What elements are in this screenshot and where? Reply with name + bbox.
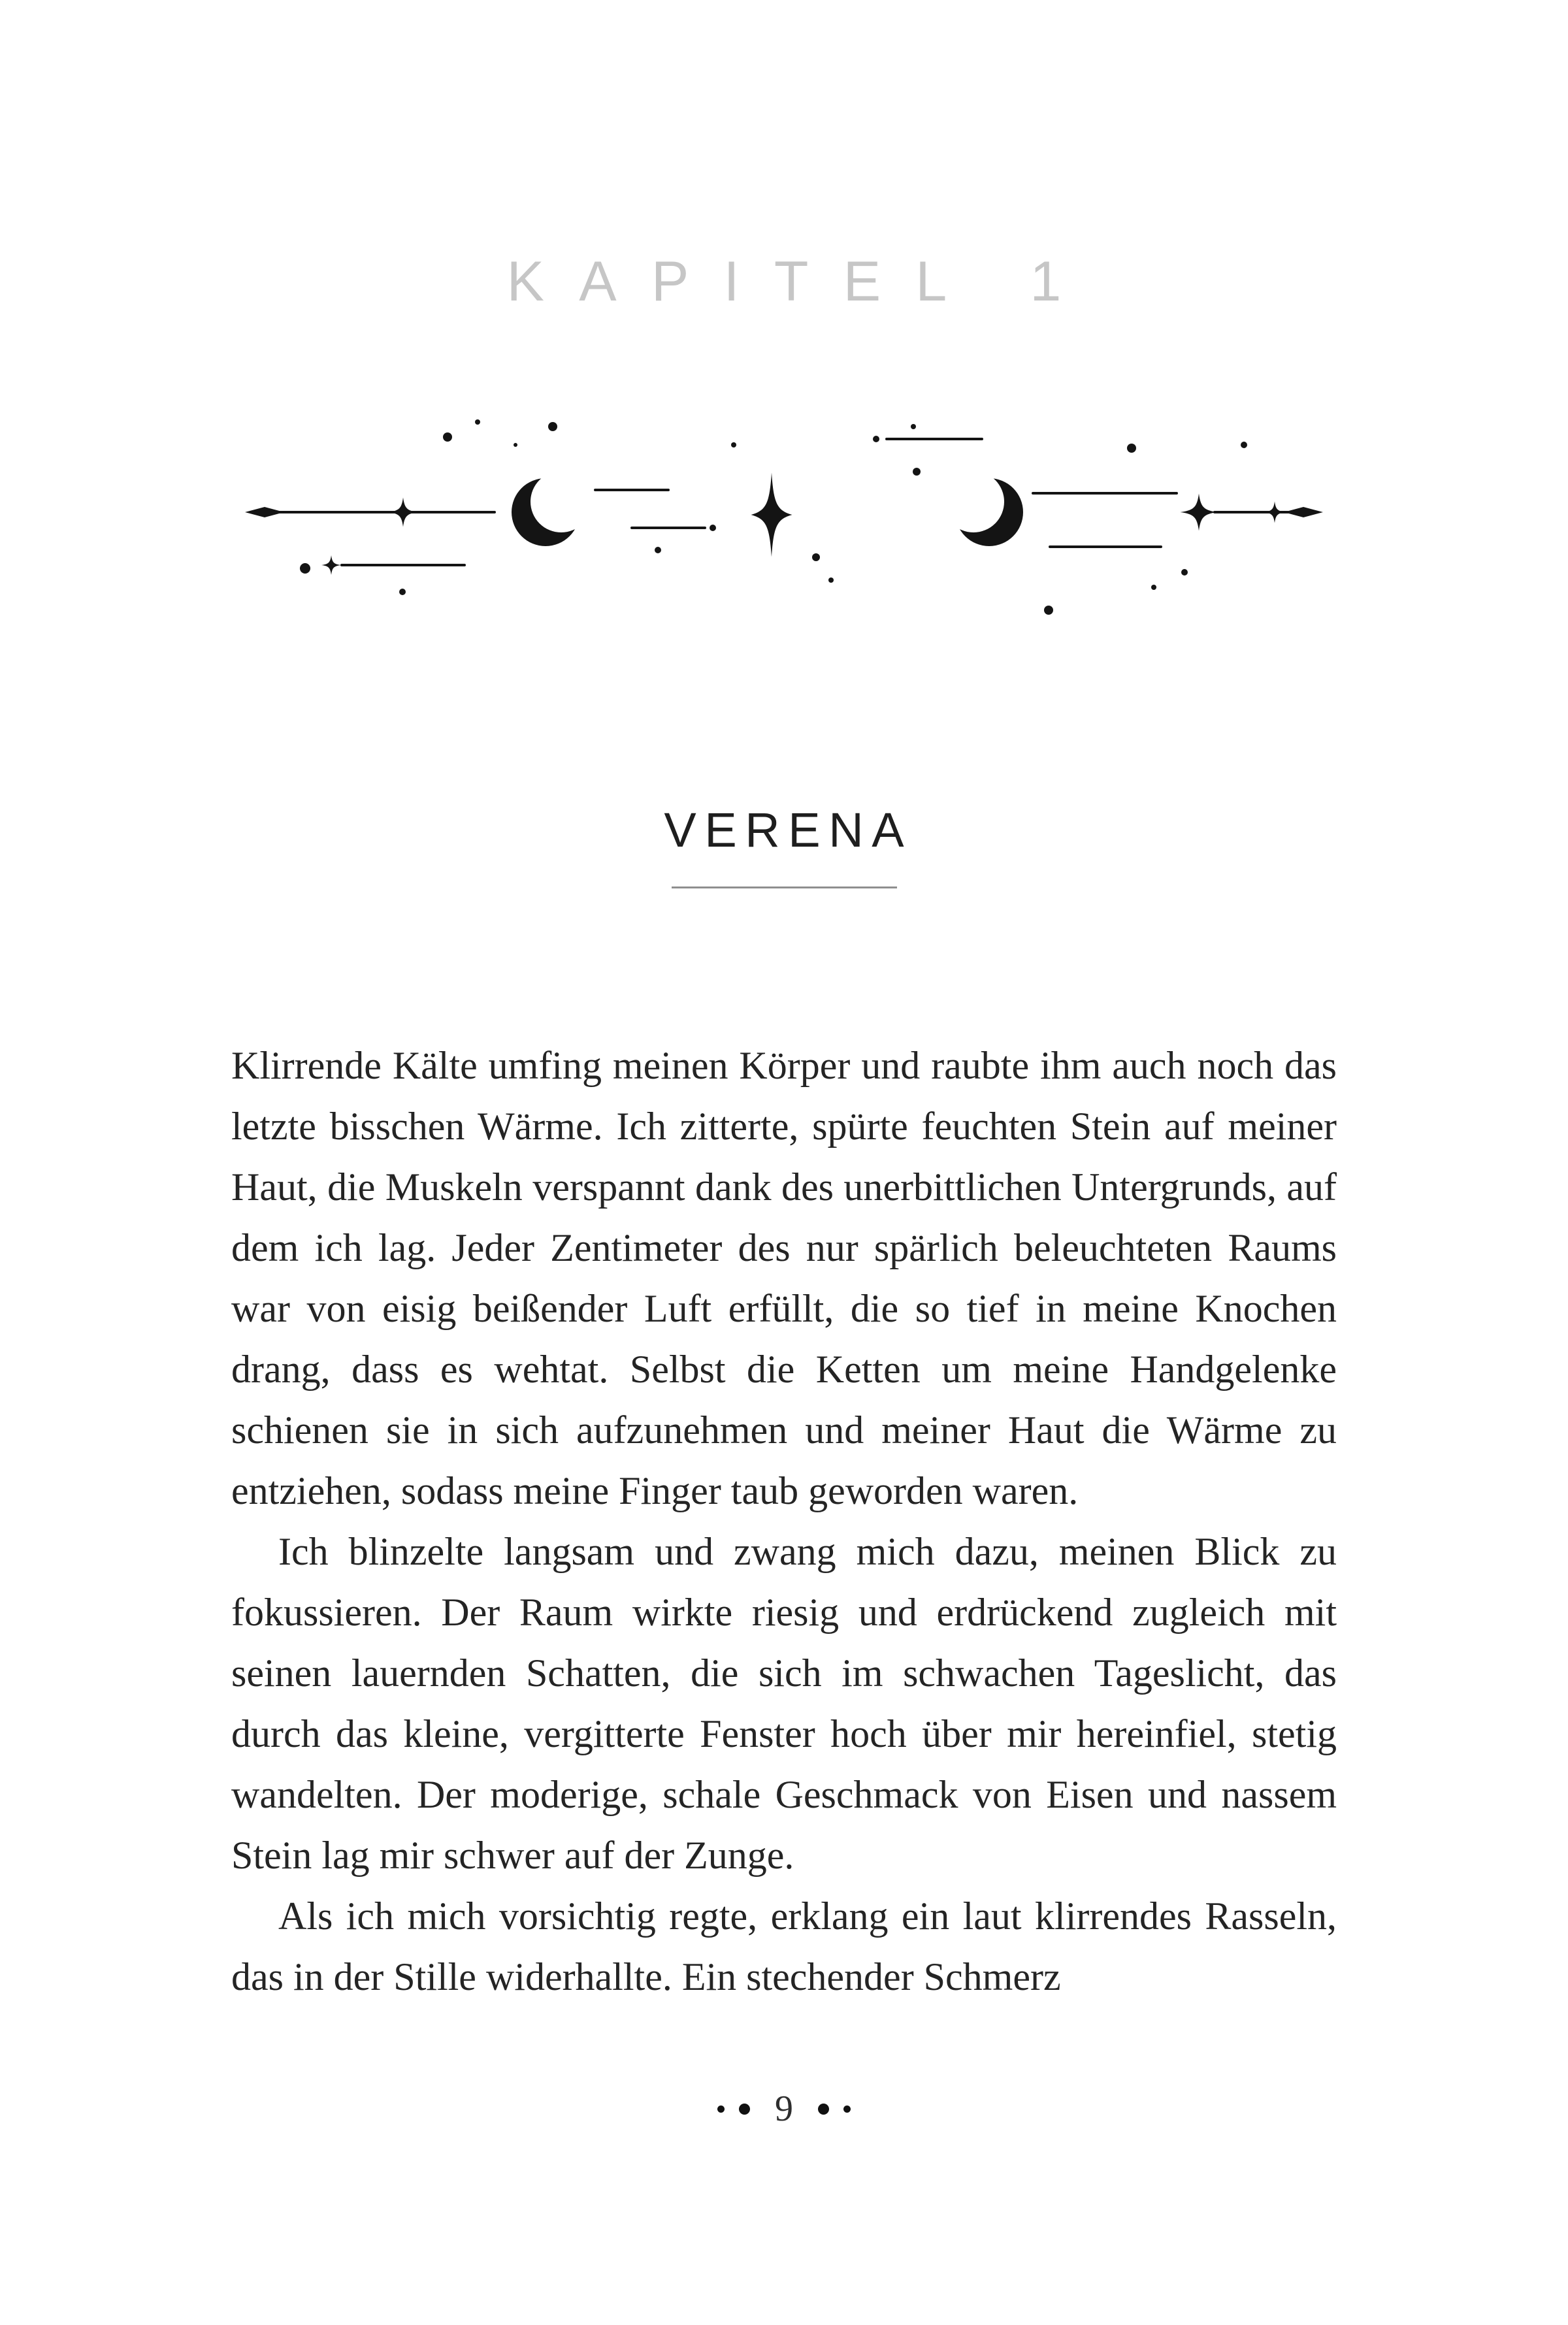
sparkle-star-icon <box>389 498 418 527</box>
celestial-divider <box>245 400 1323 615</box>
sparkle-star-icon <box>1181 494 1218 531</box>
section-title: VERENA <box>664 803 913 857</box>
chapter-heading: KAPITEL 1 <box>506 250 1096 313</box>
footer-dot-icon <box>717 2106 725 2113</box>
divider-lines <box>274 439 1301 565</box>
title-rule <box>672 886 897 888</box>
paragraph: Klirrende Kälte umfing meinen Körper und raubte ihm auch noch das letzte bisschen Wärme. Ich zitterte, spürte feuchten Stein auf meiner Haut, die Muskeln verspannt dank des unerbittlichen Untergrunds, auf dem ich lag. Jeder Zentimeter des nur spärlich beleuchteten Raums war von eisig beißender Luft erfüllt, die so tief in meine Knochen drang, dass es wehtat. Selbst die Ketten um meine Handgelenke schienen sie in sich aufzunehmen und meiner Haut die Wärme zu entziehen, sodass meine Finger taub geworden waren. <box>231 1044 1337 1512</box>
line-tip-diamond-icon <box>245 507 284 517</box>
sparkle-star-icon <box>321 555 341 575</box>
line-tip-diamond-icon <box>1284 507 1323 517</box>
footer-dot-icon <box>843 2106 851 2113</box>
footer-dot-icon <box>739 2104 750 2115</box>
page-number: 9 <box>775 2089 793 2129</box>
body-text <box>231 1035 1337 2008</box>
crescent-moon-left-icon <box>512 471 592 546</box>
paragraph: Als ich mich vorsichtig regte, erklang ein laut klirrendes Rasseln, das in der Stille widerhallte. Ein stechender Schmerz <box>231 1894 1337 1998</box>
sparkle-star-center-icon <box>751 473 792 557</box>
page-footer <box>0 2088 1568 2130</box>
paragraph: Ich blinzelte langsam und zwang mich dazu, meinen Blick zu fokussieren. Der Raum wirkte riesig und erdrückend zugleich mit seinen lauernden Schatten, die sich im schwachen Tageslicht, das durch das kleine, vergitterte Fenster hoch über mir hereinfiel, stetig wandelten. Der moderige, schale Geschmack von Eisen und nassem Stein lag mir schwer auf der Zunge. <box>231 1530 1337 1877</box>
sparkle-star-icon <box>1264 502 1286 523</box>
footer-dot-icon <box>818 2104 829 2115</box>
section-title-block <box>0 802 1568 888</box>
crescent-moon-right-icon <box>943 471 1023 546</box>
